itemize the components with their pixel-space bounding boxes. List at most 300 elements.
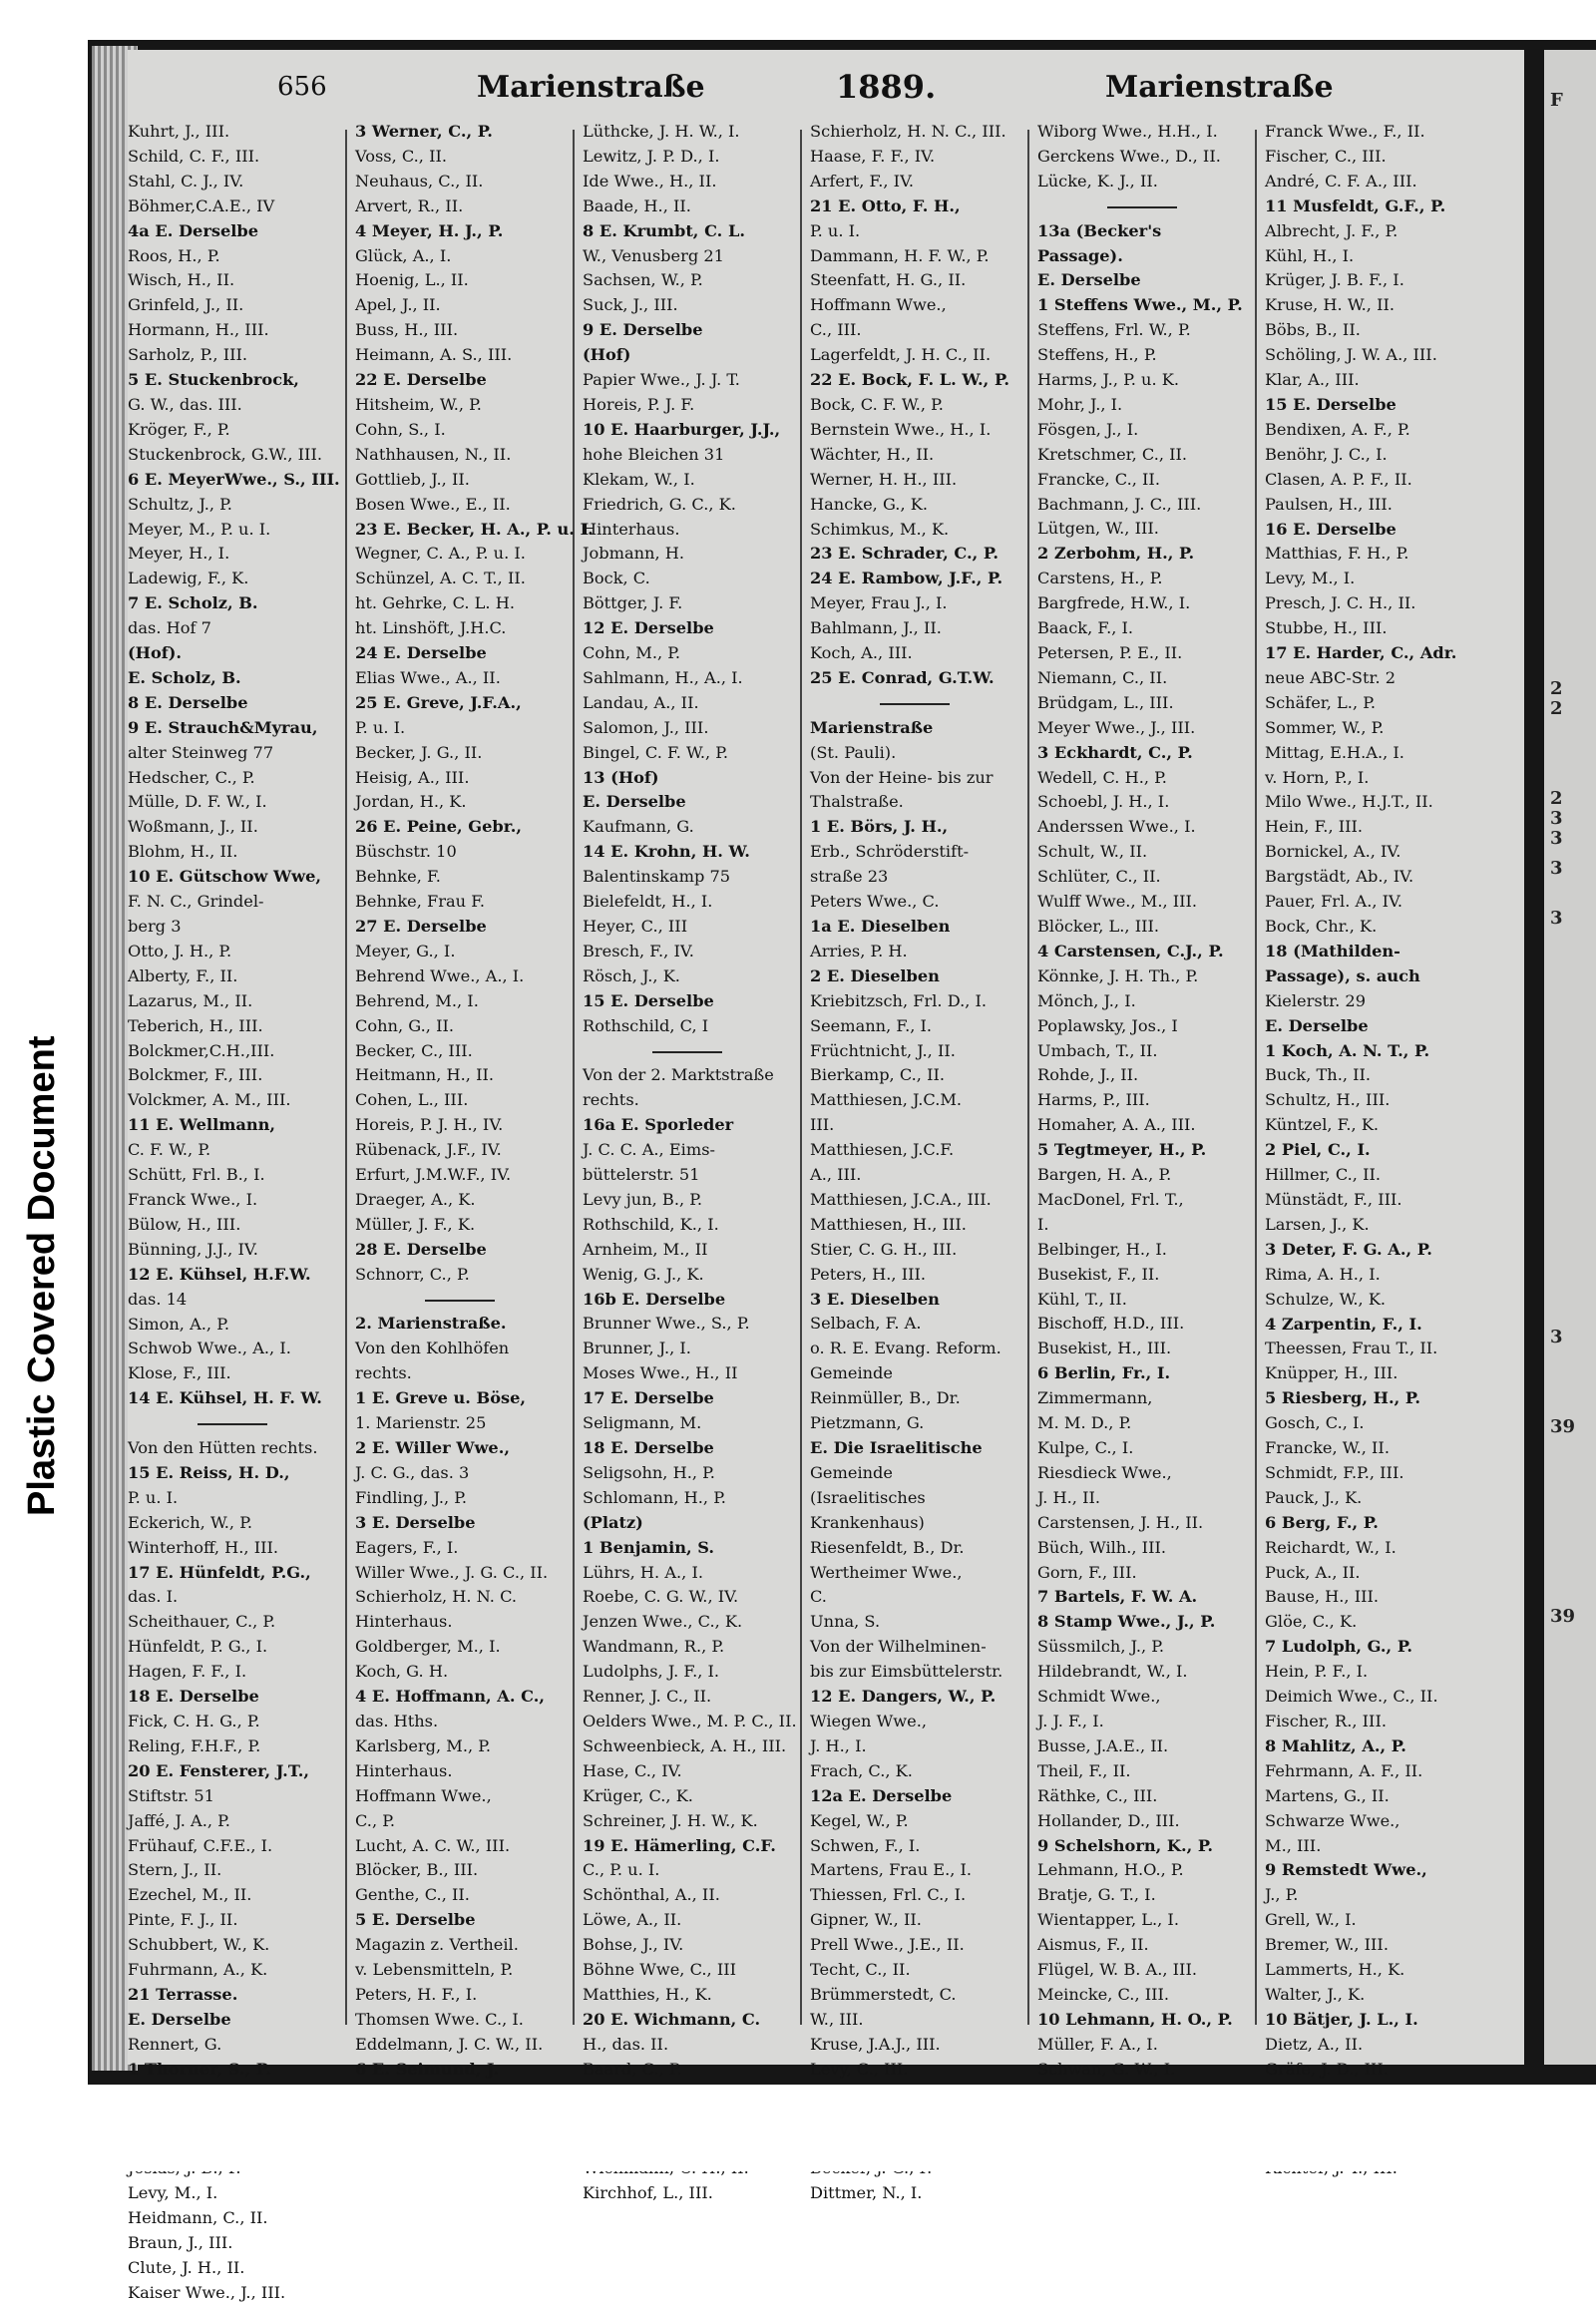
directory-entry: 5 Tegtmeyer, H., P. [1037,1140,1207,1160]
directory-entry: Bratje, G. T., I. [1037,1885,1156,1905]
running-head-left: Marienstraße [477,70,705,105]
directory-entry: Behrend, M., I. [355,990,479,1010]
directory-entry: Bolckmer,C.H.,III. [128,1040,275,1060]
directory-entry: W., Venusberg 21 [583,245,724,265]
directory-entry: Krüger, C., K. [583,1785,693,1805]
directory-entry: Eckerich, W., P. [128,1512,252,1532]
directory-entry: Schönthal, A., II. [583,1885,720,1905]
directory-entry: Lagerfeldt, J. H. C., II. [810,345,992,365]
directory-entry: Jordan, H., K. [355,792,467,812]
directory-entry: Glöe, C., K. [1265,1612,1358,1632]
directory-entry: 25 E. Greve, J.F.A., [355,692,522,712]
directory-entry: Martens, G., II. [1265,1785,1390,1805]
directory-entry: Brunner, J., I. [583,1339,691,1358]
directory-entry: Ezechel, M., II. [128,1885,252,1905]
directory-entry: Matthias, F. H., P. [1265,544,1409,564]
directory-entry: C., P. [355,1810,395,1830]
directory-entry: Meyer Wwe., J., III. [1037,717,1196,737]
directory-entry: Schoebl, J. H., I. [1037,792,1170,812]
directory-entry: Lührs, H. A., I. [583,1562,704,1582]
directory-entry: Schöling, J. W. A., III. [1265,345,1437,365]
directory-entry: Cohn, S., I. [355,419,446,439]
directory-entry: 1 Steffens Wwe., M., P. [1037,295,1243,315]
directory-entry: 21 E. Otto, F. H., [810,195,961,215]
directory-entry: 2 Zerbohm, H., P. [1037,544,1195,564]
directory-entry: Kielerstr. 29 [1265,990,1367,1010]
directory-entry: Erb., Schröderstift- [810,842,970,862]
directory-entry: Bock, Chr., K. [1265,917,1378,936]
directory-entry: Benöhr, J. C., I. [1265,444,1388,464]
directory-entry: Kegel, W., P. [810,1810,909,1830]
directory-entry: Oelders Wwe., M. P. C., II. [583,1711,797,1730]
directory-entry: Paulsen, H., III. [1265,494,1393,514]
directory-entry: 7 Ludolph, G., P. [1265,1637,1412,1657]
directory-entry: Otto, J. H., P. [128,941,232,961]
directory-entry: Elias Wwe., A., II. [355,667,501,687]
directory-entry: Cohen, L., III. [355,1090,469,1110]
directory-entry: Schreiner, J. H. W., K. [583,1810,758,1830]
directory-entry: Rösch, J., K. [583,965,680,985]
directory-entry: Cohn, M., P. [583,643,681,663]
directory-entry: Matthies, H., K. [583,1984,712,2004]
directory-entry: Bornickel, A., IV. [1265,842,1401,862]
adjacent-page-fragment: 2 [1550,698,1563,719]
directory-entry: E. Derselbe [128,2009,231,2029]
directory-entry: Ide Wwe., H., II. [583,171,717,191]
directory-entry: Lehmann, H.O., P. [1037,1860,1184,1880]
directory-entry: Reinmüller, B., Dr. [810,1388,961,1408]
directory-entry: Schnorr, C., P. [355,1264,470,1284]
directory-entry: Puck, A., II. [1265,1562,1361,1582]
directory-entry: Hillmer, C., II. [1265,1165,1382,1185]
directory-entry: C., P. u. I. [583,1860,660,1880]
directory-entry: Schweenbieck, A. H., III. [583,1735,787,1755]
directory-entry: 6 Berg, F., P. [1265,1512,1379,1532]
adjacent-page-fragment: 3 [1550,858,1563,879]
directory-entry: Schmidt, F.P., III. [1265,1462,1404,1482]
directory-entry: Bosen Wwe., E., II. [355,494,511,514]
directory-entry: Kuhrt, J., III. [128,122,230,141]
directory-entry: Kulpe, C., I. [1037,1438,1134,1458]
directory-entry: 9 Remstedt Wwe., [1265,1860,1427,1880]
directory-entry: E. Scholz, B. [128,667,241,687]
directory-entry: Findling, J., P. [355,1487,468,1507]
directory-entry: Pauck, J., K. [1265,1487,1363,1507]
directory-entry: J. J. F., I. [1037,1711,1104,1730]
directory-entry: Hase, C., IV. [583,1760,682,1780]
directory-entry: Harms, J., P. u. K. [1037,370,1179,390]
directory-entry: Schultz, H., III. [1265,1090,1391,1110]
directory-entry: Passage), s. auch [1265,965,1420,985]
directory-entry: Meyer, H., I. [128,544,230,564]
directory-entry: Bernstein Wwe., H., I. [810,419,992,439]
directory-entry: Koch, G. H. [355,1662,449,1682]
directory-entry: Blohm, H., II. [128,842,238,862]
directory-entry: 16a E. Sporleder [583,1115,734,1135]
directory-column-3 [583,120,804,2206]
directory-entry: 10 Bätjer, J. L., I. [1265,2009,1418,2029]
directory-entry: Brüdgam, L., III. [1037,692,1174,712]
directory-entry: Grinfeld, J., II. [128,295,244,315]
directory-entry: Hoffmann Wwe., [355,1785,492,1805]
directory-entry: Roos, H., P. [128,245,220,265]
section-divider [355,1288,577,1313]
directory-entry: Gemeinde [810,1462,893,1482]
directory-entry: 11 E. Wellmann, [128,1115,276,1135]
directory-entry: Fick, C. H. G., P. [128,1711,260,1730]
directory-entry: Lüthcke, J. H. W., I. [583,122,740,141]
directory-entry: 9 E. Derselbe [583,320,703,340]
directory-entry: das. Hths. [355,1711,439,1730]
directory-entry: Baade, H., II. [583,195,691,215]
directory-entry: Hoffmann Wwe., [810,295,947,315]
directory-entry: 15 E. Derselbe [583,990,714,1010]
directory-entry: Hollander, D., III. [1037,1810,1180,1830]
directory-entry: Hinterhaus. [355,1612,453,1632]
directory-entry: Roebe, C. G. W., IV. [583,1587,739,1607]
directory-entry: Schubbert, W., K. [128,1935,270,1955]
directory-entry: Braun, J., III. [128,2233,233,2253]
directory-entry: 4 Carstensen, C.J., P. [1037,941,1224,961]
directory-entry: Willer Wwe., J. G. C., II. [355,1562,549,1582]
directory-entry: 11 Musfeldt, G.F., P. [1265,195,1446,215]
directory-column-5 [1037,120,1259,2107]
directory-entry: Hedscher, C., P. [128,767,255,787]
directory-entry: Meincke, C., III. [1037,1984,1170,2004]
directory-entry: das. 14 [128,1289,188,1309]
directory-entry: Moses Wwe., H., II [583,1363,738,1383]
directory-entry: 4 Zarpentin, F., I. [1265,1314,1422,1334]
directory-entry: 4a E. Derselbe [128,220,259,240]
directory-entry: Bünning, J.J., IV. [128,1239,258,1259]
directory-entry: Schwarze Wwe., [1265,1810,1400,1830]
directory-entry: Busekist, F., II. [1037,1264,1160,1284]
directory-entry: 24 E. Rambow, J.F., P. [810,569,1003,588]
directory-entry: Bingel, C. F. W., P. [583,742,729,762]
directory-entry: Schwan, G. W., I. [1037,2059,1176,2079]
directory-entry: Bachmann, J. C., III. [1037,494,1202,514]
directory-entry: Stier, C. G. H., III. [810,1239,958,1259]
directory-entry: Behrend Wwe., A., I. [355,965,525,985]
directory-entry: Passage). [1037,245,1123,265]
directory-entry: 22 E. Derselbe [355,370,487,390]
section-divider [1037,194,1259,219]
directory-entry: Hancke, G., K. [810,494,928,514]
directory-entry: M., III. [1265,1835,1322,1855]
directory-entry: Gräfe, J. D., III. [1265,2059,1389,2079]
directory-entry: Hinterhaus. [583,519,680,539]
directory-column-6 [1265,120,1486,2181]
directory-entry: Hinterhaus. [355,1760,453,1780]
directory-entry: neue ABC-Str. 2 [1265,667,1396,687]
directory-entry: Mönch, J., I. [1037,990,1136,1010]
directory-entry: 16 E. Derselbe [1265,519,1396,539]
directory-entry: Rohde, J., II. [1037,1065,1139,1085]
directory-entry: Mülle, D. F. W., I. [128,792,267,812]
directory-entry: Friedrich, G. C., K. [583,494,736,514]
directory-entry: Sarholz, P., III. [128,345,248,365]
directory-entry: Levy, M., I. [1265,569,1356,588]
directory-entry: Jobmann, H. [583,544,685,564]
directory-entry: Ladewig, F., K. [128,569,249,588]
directory-entry: E. Derselbe [1265,1015,1369,1035]
directory-entry: Rennert, G. [128,2034,222,2054]
adjacent-page-fragment: 3 [1550,1327,1563,1347]
directory-entry: Krüger, J. B. F., I. [1265,270,1404,290]
directory-entry: Frach, C., K. [810,1760,913,1780]
directory-entry: Knüpper, H., III. [1265,1363,1398,1383]
directory-entry: Aismus, F., II. [1037,1935,1149,1955]
directory-page [128,50,1524,2302]
adjacent-page-fragment: F [1550,90,1563,111]
directory-entry: Böhmer,C.A.E., IV [128,195,275,215]
directory-entry: Räthke, C., III. [1037,1785,1158,1805]
directory-entry: 1 Koch, A. N. T., P. [1265,1040,1430,1060]
directory-entry: Lücke, K. J., II. [1037,171,1158,191]
directory-entry: Böhne Wwe, C., III [583,1960,737,1980]
directory-entry: Clasen, A. P. F., II. [1265,469,1412,489]
directory-entry: Wientapper, L., I. [1037,1910,1179,1930]
directory-entry: Belbinger, H., I. [1037,1239,1167,1259]
directory-entry: 19 E. Hämerling, C.F. [583,1835,776,1855]
directory-entry: 1 E. Greve u. Böse, [355,1388,527,1408]
directory-entry: Heisig, A., III. [355,767,470,787]
directory-entry: Riesdieck Wwe., [1037,1462,1172,1482]
directory-entry: Suck, J., III. [583,295,678,315]
directory-entry: 12 E. Kühsel, H.F.W. [128,1264,311,1284]
directory-entry: Salomon, J., III. [583,717,709,737]
directory-entry: Becker, J. G., II. [355,742,483,762]
directory-entry: W., III. [810,2009,864,2029]
directory-entry: Renner, J. C., II. [583,1687,712,1707]
directory-entry: Unna, S. [810,1612,881,1632]
directory-entry: Bohse, J., IV. [583,1935,684,1955]
directory-entry: Poplawsky, Jos., I [1037,1015,1178,1035]
directory-entry: Levy, M., I. [128,2183,218,2203]
directory-entry: Steffens, Frl. W., P. [1037,320,1191,340]
directory-entry: Bielefeldt, H., I. [583,892,713,912]
directory-entry: Wisch, H., II. [128,270,235,290]
directory-entry: Sommer, W., P. [1265,717,1385,737]
directory-entry: Bülow, H., III. [128,1214,241,1234]
directory-entry: Von der Wilhelminen- [810,1637,987,1657]
directory-entry: Meyer, M., P. u. I. [128,519,271,539]
directory-entry: rechts. [355,1363,412,1383]
directory-entry: Arnheim, M., II [583,1239,708,1259]
directory-entry: Böbs, B., II. [1265,320,1361,340]
directory-entry: Peters, H., III. [810,1264,927,1284]
directory-entry: Süssmilch, J., P. [1037,1637,1165,1657]
directory-entry: 14 E. Krohn, H. W. [583,842,750,862]
directory-entry: Hagen, F. F., I. [128,1662,247,1682]
directory-entry: Büschstr. 10 [355,842,457,862]
directory-entry: Schünzel, A. C. T., II. [355,569,526,588]
directory-entry: 8 E. Derselbe [128,692,248,712]
directory-entry: Schild, C. F., III. [128,146,260,166]
directory-entry: 15 E. Reiss, H. D., [128,1462,290,1482]
directory-entry: Heimann, A. S., III. [355,345,513,365]
directory-entry: P. u. I. [355,717,406,737]
directory-entry: 7 Bartels, F. W. A. [1037,1587,1198,1607]
directory-entry: E. Die Israelitische [810,1438,983,1458]
directory-entry: Hünfeldt, P. G., I. [128,1637,268,1657]
directory-entry: Bremer, W., III. [1265,1935,1389,1955]
directory-entry: Münstädt, F., III. [1265,1189,1402,1209]
directory-entry: Krankenhaus) [810,1512,925,1532]
directory-entry: III. [810,1115,835,1135]
directory-entry: Klar, A., III. [1265,370,1360,390]
directory-entry: Scheithauer, C., P. [128,1612,276,1632]
directory-entry: Goldberger, M., I. [355,1637,501,1657]
directory-entry: J. C. G., das. 3 [355,1462,470,1482]
directory-entry: 18 (Mathilden- [1265,941,1400,961]
adjacent-page-fragment: 39 [1550,1606,1576,1627]
directory-entry: alter Steinweg 77 [128,742,274,762]
adjacent-page-fragment: 3 [1550,908,1563,929]
directory-entry: Rübenack, J.F., IV. [355,1140,502,1160]
directory-entry: J. H., II. [1037,1487,1101,1507]
directory-entry: Landau, A., II. [583,692,699,712]
running-head-right: Marienstraße [1105,70,1334,105]
directory-entry: Matthiesen, J.C.A., III. [810,1189,992,1209]
directory-entry: Franck Wwe., I. [128,1189,258,1209]
directory-entry: 6 E. MeyerWwe., S., III. [128,469,340,489]
directory-entry: Wächter, H., II. [810,444,935,464]
directory-entry: Kruse, J.A.J., III. [810,2034,941,2054]
directory-entry: P. u. I. [810,220,861,240]
directory-entry: Müller, J. F., K. [355,1214,476,1234]
directory-entry: büttelerstr. 51 [583,1165,700,1185]
directory-entry: Gosch, C., I. [1265,1413,1365,1433]
directory-entry: G. W., das. III. [128,394,242,414]
directory-entry: Werner, H. H., III. [810,469,958,489]
directory-entry: Steenfatt, H. G., II. [810,270,967,290]
directory-entry: Stuckenbrock, G.W., III. [128,444,322,464]
plastic-covered-label: Plastic Covered Document [21,1035,63,1516]
directory-entry: Heidmann, C., II. [128,2208,268,2228]
directory-entry: 10 Lehmann, H. O., P. [1037,2009,1233,2029]
directory-entry: Francke, C., II. [1037,469,1160,489]
adjacent-page-fragment: 3 [1550,808,1563,829]
directory-entry: Früchtnicht, J., II. [810,1040,956,1060]
directory-entry: Peters, H. F., I. [355,1984,478,2004]
directory-entry: Larsen, J., K. [1265,1214,1370,1234]
section-divider [583,1039,804,1064]
directory-entry: Müller, F. A., I. [1037,2034,1158,2054]
directory-entry: Brunner Wwe., S., P. [583,1314,750,1334]
directory-entry: Kretschmer, C., II. [1037,444,1188,464]
directory-entry: Eagers, F., I. [355,1537,459,1557]
directory-entry: Fischer, R., III. [1265,1712,1387,1730]
directory-entry: Hein, F., III. [1265,817,1364,837]
directory-entry: Von der 2. Marktstraße [583,1065,774,1085]
directory-column-4 [810,120,1031,2206]
directory-entry: Bock, C. [583,569,650,588]
directory-entry: Seligsohn, H., P. [583,1462,715,1482]
directory-entry: Wulff Wwe., M., III. [1037,892,1198,912]
directory-entry: 17 E. Hünfeldt, P.G., [128,1562,311,1582]
directory-entry: Steffens, H., P. [1037,345,1157,365]
directory-entry: Schwen, F., I. [810,1835,921,1855]
adjacent-page-fragment: 3 [1550,828,1563,849]
directory-entry: Von den Hütten rechts. [128,1438,318,1458]
directory-entry: Marienstraße [810,717,934,737]
directory-entry: 10 E. Haarburger, J.J., [583,419,781,439]
directory-entry: Ludolphs, J. F., I. [583,1662,720,1682]
directory-entry: E. Derselbe [583,792,686,812]
directory-entry: Simon, A., P. [128,1314,229,1334]
directory-entry: Bahlmann, J., II. [810,618,942,638]
directory-entry: Bierkamp, C., II. [810,1065,946,1085]
directory-entry: Klekam, W., I. [583,469,695,489]
directory-entry: Harms, P., III. [1037,1090,1150,1110]
directory-entry: Neuhaus, C., II. [355,171,484,191]
directory-entry: Bargen, H. A., P. [1037,1165,1172,1185]
directory-entry: F. N. C., Grindel- [128,892,264,912]
directory-entry: Eddelmann, J. C. W., II. [355,2034,544,2054]
directory-entry: Flügel, W. B. A., III. [1037,1960,1197,1980]
directory-entry: Stern, J., II. [128,1860,222,1880]
directory-entry: Schultz, J., P. [128,494,232,514]
directory-entry: 1. Marienstr. 25 [355,1413,487,1433]
directory-entry: Genthe, C., II. [355,1885,470,1905]
directory-entry: Levy jun, B., P. [583,1189,703,1209]
directory-entry: Kruse, H. W., II. [1265,295,1396,315]
directory-entry: 15 E. Derselbe [1265,394,1396,414]
directory-entry: Büch, Wilh., III. [1037,1537,1167,1557]
directory-entry: Balentinskamp 75 [583,867,731,887]
directory-entry: Magazin z. Vertheil. [355,1935,519,1955]
directory-entry: Wertheimer Wwe., [810,1562,963,1582]
directory-entry: Hoenig, L., II. [355,270,469,290]
directory-entry: Koch, A., III. [810,643,913,663]
directory-entry: Wegner, C. A., P. u. I. [355,544,526,564]
directory-entry: 2 E. Willer Wwe., [355,1438,510,1458]
directory-entry: 20 E. Wichmann, C. [583,2009,761,2029]
directory-entry: 28 E. Derselbe [355,1239,487,1259]
directory-entry: Wedell, C. H., P. [1037,767,1167,787]
directory-entry: 14 E. Kühsel, H. F. W. [128,1388,322,1408]
directory-entry: Papier Wwe., J. J. T. [583,370,740,390]
directory-entry: Schütt, Frl. B., I. [128,1165,265,1185]
directory-entry: Glück, A., I. [355,245,452,265]
adjacent-page-fragment: 2 [1550,678,1563,699]
directory-entry: Gipner, W., II. [810,1910,922,1930]
directory-entry: Seligmann, M. [583,1413,702,1433]
directory-entry: Presch, J. C. H., II. [1265,593,1416,613]
directory-entry: Arfert, F., IV. [810,171,915,191]
directory-entry: Francke, W., II. [1265,1438,1390,1458]
directory-entry: Hormann, H., III. [128,320,269,340]
directory-entry: Lammerts, H., K. [1265,1960,1405,1980]
directory-entry: Carstens, H., P. [1037,569,1163,588]
directory-entry: Meyer, Frau J., I. [810,593,948,613]
directory-entry: Arries, P. H. [810,941,908,961]
directory-entry: 17 E. Derselbe [583,1388,714,1408]
directory-entry: Kirchhof, L., III. [583,2183,713,2203]
directory-entry: Homaher, A. A., III. [1037,1115,1196,1135]
directory-entry: André, C. F. A., III. [1265,171,1417,191]
directory-entry: 6 E. Seimund, J. [355,2059,499,2079]
directory-entry: Schimkus, M., K. [810,519,950,539]
directory-entry: 1 Thorner, S., P. [128,2059,271,2079]
directory-entry: Wiborg Wwe., H.H., I. [1037,122,1218,141]
directory-entry: 10 E. Gütschow Wwe, [128,867,321,887]
directory-entry: Mohr, J., I. [1037,394,1123,414]
next-page-edge [1544,50,1596,2065]
directory-entry: 2 Piel, C., I. [1265,1140,1371,1160]
directory-entry: Könnke, J. H. Th., P. [1037,965,1199,985]
